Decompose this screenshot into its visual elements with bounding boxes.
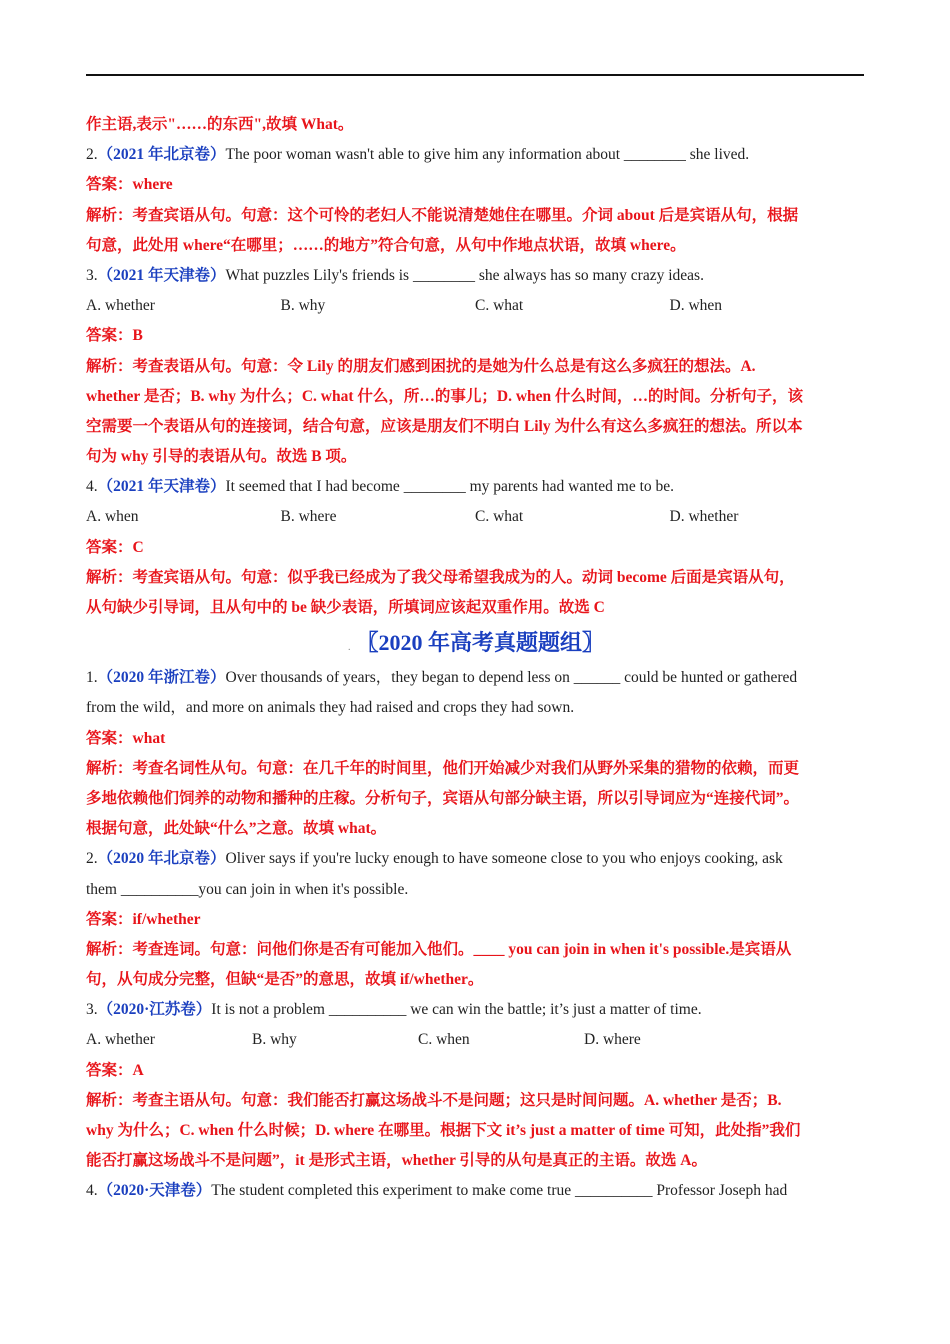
analysis-line: why 为什么；C. when 什么时候；D. where 在哪里。根据下文 it’s just a matter of time 可知，此处指”我们	[86, 1122, 801, 1139]
answer-2020-3: 答案：A	[86, 1061, 144, 1079]
analysis-line: whether 是否；B. why 为什么；C. what 什么，所…的事儿；D. when 什么时间，…的时间。分析句子，该	[86, 387, 804, 405]
section-heading-2020	[86, 623, 866, 663]
question-2020-4: 4.（2020·天津卷）The student completed this experiment to make come true __________ Professor Joseph had	[86, 1182, 788, 1200]
question-stem-continued: them __________you can join in when it's possible.	[86, 880, 409, 898]
continuation-line: 作主语,表示"……的东西",故填 What。	[86, 116, 354, 133]
options-2021-4	[86, 502, 866, 532]
analysis-line: 解析：考查主语从句。句意：我们能否打赢这场战斗不是问题；这只是时间问题。A. whether 是否；B.	[86, 1091, 782, 1109]
question-source: （2020 年浙江卷）	[97, 669, 226, 687]
question-2021-4: 4.（2021 年天津卷）It seemed that I had become ________ my parents had wanted me to be.	[86, 478, 675, 496]
question-2021-3: 3.（2021 年天津卷）What puzzles Lily's friends is ________ she always has so many crazy ideas.	[86, 266, 704, 284]
option-b: B. where	[280, 508, 337, 526]
analysis-line: 多地依赖他们饲养的动物和播种的庄稼。分析句子，宾语从句部分缺主语，所以引导词应为“连接代词”。	[86, 789, 800, 807]
answer-2020-2: 答案：if/whether	[86, 910, 201, 928]
question-source: （2021 年北京卷）	[97, 146, 226, 164]
analysis-line: 能否打赢这场战斗不是问题”，it 是形式主语，whether 引导的从句是真正的主语。故选 A。	[86, 1152, 707, 1170]
answer-2021-4: 答案：C	[86, 538, 144, 556]
option-d: D. where	[584, 1031, 641, 1049]
option-c: C. when	[418, 1031, 470, 1049]
analysis-line: 解析：考查名词性从句。句意：在几千年的时间里，他们开始减少对我们从野外采集的猎物的依赖，而更	[86, 759, 800, 777]
question-stem: It seemed that I had become ________ my parents had wanted me to be.	[225, 478, 675, 496]
option-a: A. whether	[86, 297, 155, 315]
answer-2020-1: 答案：what	[86, 729, 166, 747]
question-stem: The poor woman wasn't able to give him any information about ________ she lived.	[225, 146, 750, 164]
header-rule	[86, 74, 864, 76]
question-source: （2020·天津卷）	[97, 1182, 212, 1200]
options-2021-3	[86, 291, 866, 321]
option-c: C. what	[475, 508, 524, 526]
question-source: （2020·江苏卷）	[97, 1001, 212, 1019]
question-2021-2: 2.（2021 年北京卷）The poor woman wasn't able to give him any information about ________ she lived.	[86, 146, 750, 164]
analysis-line: 解析：考查表语从句。句意：令 Lily 的朋友们感到困扰的是她为什么总是有这么多疯狂的想法。A.	[86, 357, 756, 375]
analysis-line: 根据句意，此处缺“什么”之意。故填 what。	[86, 820, 387, 838]
question-stem: Over thousands of years，they began to depend less on ______ could be hunted or gathered	[225, 669, 798, 687]
question-source: （2021 年天津卷）	[97, 266, 226, 284]
option-d: D. when	[669, 297, 723, 315]
question-stem: The student completed this experiment to make come true __________ Professor Joseph had	[211, 1182, 788, 1200]
analysis-line: 句，从句成分完整，但缺“是否”的意思，故填 if/whether。	[86, 971, 484, 989]
option-c: C. what	[475, 297, 524, 315]
question-2020-2: 2.（2020 年北京卷）Oliver says if you're lucky enough to have someone close to you who enjoys cooking, ask	[86, 850, 783, 868]
question-source: （2020 年北京卷）	[97, 850, 226, 868]
analysis-line: 空需要一个表语从句的连接词，结合句意，应该是朋友们不明白 Lily 为什么有这么多疯狂的想法。所以本	[86, 417, 803, 435]
question-source: （2021 年天津卷）	[97, 478, 226, 496]
question-2020-3: 3.（2020·江苏卷）It is not a problem __________ we can win the battle; it’s just a matter of time.	[86, 1001, 702, 1019]
option-b: B. why	[280, 297, 326, 315]
option-a: A. whether	[86, 1031, 155, 1049]
answer-2021-3: 答案：B	[86, 327, 143, 345]
analysis-line: 解析：考查宾语从句。句意：这个可怜的老妇人不能说清楚她住在哪里。介词 about 后是宾语从句，根据	[86, 206, 799, 224]
analysis-line: 解析：考查连词。句意：问他们你是否有可能加入他们。____ you can join in when it's possible.是宾语从	[86, 940, 792, 958]
question-2020-1: 1.（2020 年浙江卷）Over thousands of years，they began to depend less on ______ could be hunted or gathered	[86, 669, 798, 687]
question-stem: It is not a problem __________ we can win the battle; it’s just a matter of time.	[211, 1001, 702, 1019]
question-stem: Oliver says if you're lucky enough to have someone close to you who enjoys cooking, ask	[225, 850, 783, 868]
option-d: D. whether	[669, 508, 739, 526]
answer-2021-2: 答案：where	[86, 176, 173, 194]
section-marker: .	[347, 642, 351, 654]
question-stem: What puzzles Lily's friends is ________ she always has so many crazy ideas.	[225, 266, 704, 284]
options-2020-3	[86, 1025, 866, 1055]
question-stem-continued: from the wild，and more on animals they had raised and crops they had sown.	[86, 699, 575, 717]
analysis-line: 解析：考查宾语从句。句意：似乎我已经成为了我父母希望我成为的人。动词 become 后面是宾语从句，	[86, 568, 795, 586]
analysis-line: 从句缺少引导词，且从句中的 be 缺少表语，所填词应该起双重作用。故选 C	[86, 599, 605, 616]
analysis-line: 句意，此处用 where“在哪里；……的地方”符合句意，从句中作地点状语，故填 where。	[86, 236, 686, 254]
analysis-line: 句为 why 引导的表语从句。故选 B 项。	[86, 448, 357, 466]
section-heading-text: 〖2020 年高考真题题组〗	[356, 630, 604, 656]
document-body	[86, 110, 866, 1207]
option-b: B. why	[252, 1031, 297, 1049]
option-a: A. when	[86, 508, 139, 526]
